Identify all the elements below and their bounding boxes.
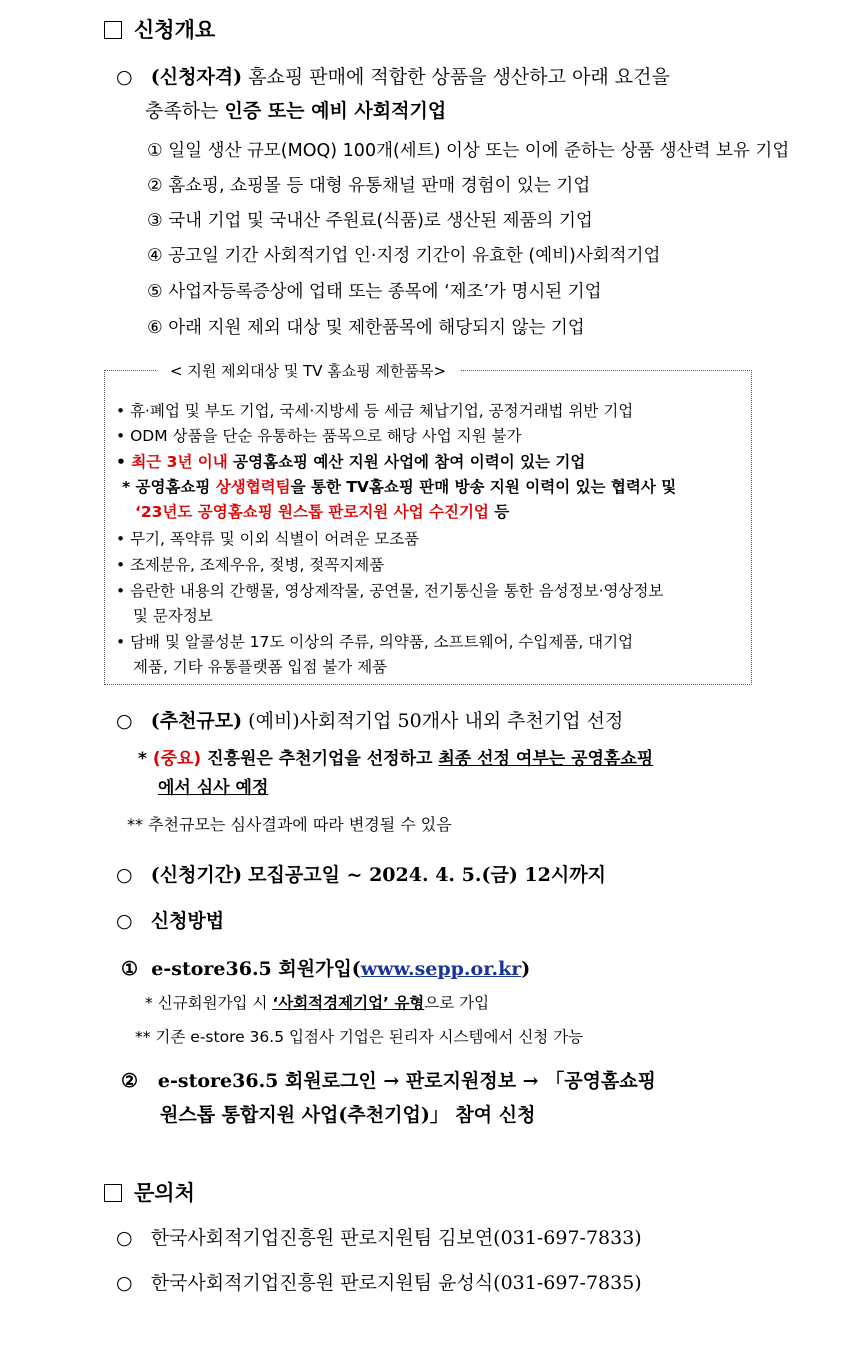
qualification-text: 홈쇼핑 판매에 적합한 상품을 생산하고 아래 요건을 xyxy=(248,66,670,88)
circle-bullet-icon: ○ xyxy=(116,910,133,932)
method-step-1-note-2: ** 기존 e-store 36.5 입점사 기업은 된리자 시스템에서 신청 가능 xyxy=(135,1028,584,1046)
exclusion-note-text: 을 통한 TV홈쇼핑 판매 방송 지원 이력이 있는 협력사 및 xyxy=(290,478,677,496)
exclusion-bullet: • 무기, 폭약류 및 이외 식별이 어려운 모조품 xyxy=(116,530,420,548)
method-step-2-line-2: 원스톱 통합지원 사업(추천기업)」 참여 신청 xyxy=(160,1104,536,1126)
method-line xyxy=(116,906,224,933)
method-label: 신청방법 xyxy=(150,910,225,932)
checkbox-square-icon xyxy=(104,21,122,39)
note-text: 진흥원은 추천기업을 선정하고 xyxy=(201,749,439,769)
method-step-1-note-1 xyxy=(145,991,489,1013)
requirement-item: ⑤ 사업자등록증상에 업태 또는 종목에 ‘제조’가 명시된 기업 xyxy=(147,282,602,302)
requirement-item: ③ 국내 기업 및 국내산 주원료(식품)로 생산된 제품의 기업 xyxy=(147,211,593,231)
note-underlined: 최종 선정 여부는 공영홈쇼핑 xyxy=(438,749,654,769)
exclusion-bullet-emphasis xyxy=(116,450,585,472)
qualification-label: (신청자격) xyxy=(150,66,243,88)
red-highlight: 상생협력팀 xyxy=(215,478,291,496)
exclusion-bullet: • 음란한 내용의 간행물, 영상제작물, 공연물, 전기통신을 통한 음성정보·영상정보 xyxy=(116,582,664,600)
method-step-1 xyxy=(121,954,530,981)
exclusion-bullet: • ODM 상품을 단순 유통하는 품목으로 해당 사업 지원 불가 xyxy=(116,427,522,445)
qualification-line-2 xyxy=(145,96,446,123)
requirement-item: ① 일일 생산 규모(MOQ) 100개(세트) 이상 또는 이에 준하는 상품 생산력 보유 기업 xyxy=(147,141,790,161)
exclusion-box-title: < 지원 제외대상 및 TV 홈쇼핑 제한품목> xyxy=(156,360,460,381)
period-line xyxy=(116,860,606,887)
qualification-line-1 xyxy=(116,62,670,89)
note-text: 으로 가입 xyxy=(424,994,490,1012)
step-text: e-store36.5 회원로그인 → 판로지원정보 → 「공영홈쇼핑 xyxy=(157,1070,656,1092)
section-title-overview xyxy=(104,14,215,44)
exclusion-note-line-2 xyxy=(135,500,509,522)
red-highlight: 최근 3년 이내 xyxy=(131,453,228,471)
note-emphasis: ‘사회적경제기업’ 유형 xyxy=(272,994,425,1012)
exclusion-bullet: • 담배 및 알콜성분 17도 이상의 주류, 의약품, 소프트웨어, 수입제품, 대기업 xyxy=(116,633,634,651)
exclusion-note-text: 등 xyxy=(488,503,510,521)
exclusion-note-text: * 공영홈쇼핑 xyxy=(122,478,216,496)
exclusion-text: 공영홈쇼핑 예산 지원 사업에 참여 이력이 있는 기업 xyxy=(227,453,586,471)
contact-item xyxy=(116,1223,642,1250)
note-star: * xyxy=(138,749,153,769)
period-label: (신청기간) xyxy=(150,864,243,886)
circle-bullet-icon: ○ xyxy=(116,66,133,88)
contact-text: 한국사회적기업진흥원 판로지원팀 윤성식(031-697-7835) xyxy=(150,1272,642,1294)
exclusion-bullet: • 휴·폐업 및 부도 기업, 국세·지방세 등 세금 체납기업, 공정거래법 위반 기업 xyxy=(116,402,634,420)
step-text: ) xyxy=(521,958,531,980)
scale-important-note-2: 에서 심사 예정 xyxy=(158,778,269,798)
period-text: 모집공고일 ~ 2024. 4. 5.(금) 12시까지 xyxy=(248,864,606,886)
circle-bullet-icon: ○ xyxy=(116,1227,133,1249)
scale-text: (예비)사회적기업 50개사 내외 추천기업 선정 xyxy=(248,710,624,732)
exclusion-bullet: • 조제분유, 조제우유, 젖병, 젖꼭지제품 xyxy=(116,556,385,574)
scale-note-2: ** 추천규모는 심사결과에 따라 변경될 수 있음 xyxy=(127,815,452,834)
sepp-website-link[interactable]: www.sepp.or.kr xyxy=(360,958,522,980)
bullet-mark: • xyxy=(116,453,132,471)
requirement-item: ⑥ 아래 지원 제외 대상 및 제한품목에 해당되지 않는 기업 xyxy=(147,318,585,338)
requirement-item: ② 홈쇼핑, 쇼핑몰 등 대형 유통채널 판매 경험이 있는 기업 xyxy=(147,176,591,196)
requirement-item: ④ 공고일 기간 사회적기업 인·지정 기간이 유효한 (예비)사회적기업 xyxy=(147,246,661,266)
red-highlight: ‘23년도 공영홈쇼핑 원스톱 판로지원 사업 수진기업 xyxy=(135,503,489,521)
exclusion-bullet-cont: 및 문자정보 xyxy=(133,607,213,625)
exclusion-bullet-cont: 제품, 기타 유통플랫폼 입점 불가 제품 xyxy=(133,658,388,676)
exclusion-note-line-1 xyxy=(122,475,676,497)
scale-important-note xyxy=(138,744,653,769)
section-title-contact xyxy=(104,1177,195,1207)
circle-bullet-icon: ○ xyxy=(116,864,133,886)
step-number: ① xyxy=(121,958,139,980)
section-title-text: 문의처 xyxy=(134,1180,195,1205)
section-title-text: 신청개요 xyxy=(134,17,216,42)
note-text: * 신규회원가입 시 xyxy=(145,994,273,1012)
contact-item xyxy=(116,1268,642,1295)
step-text: e-store36.5 회원가입( xyxy=(151,958,361,980)
step-number: ② xyxy=(121,1070,139,1092)
scale-label: (추천규모) xyxy=(150,710,243,732)
circle-bullet-icon: ○ xyxy=(116,710,133,732)
circle-bullet-icon: ○ xyxy=(116,1272,133,1294)
important-tag: (중요) xyxy=(152,749,202,769)
checkbox-square-icon xyxy=(104,1184,122,1202)
qualification-emphasis: 인증 또는 예비 사회적기업 xyxy=(224,100,447,122)
qualification-text-2a: 충족하는 xyxy=(145,100,225,122)
scale-line xyxy=(116,706,623,733)
method-step-2 xyxy=(121,1066,656,1093)
contact-text: 한국사회적기업진흥원 판로지원팀 김보연(031-697-7833) xyxy=(150,1227,642,1249)
